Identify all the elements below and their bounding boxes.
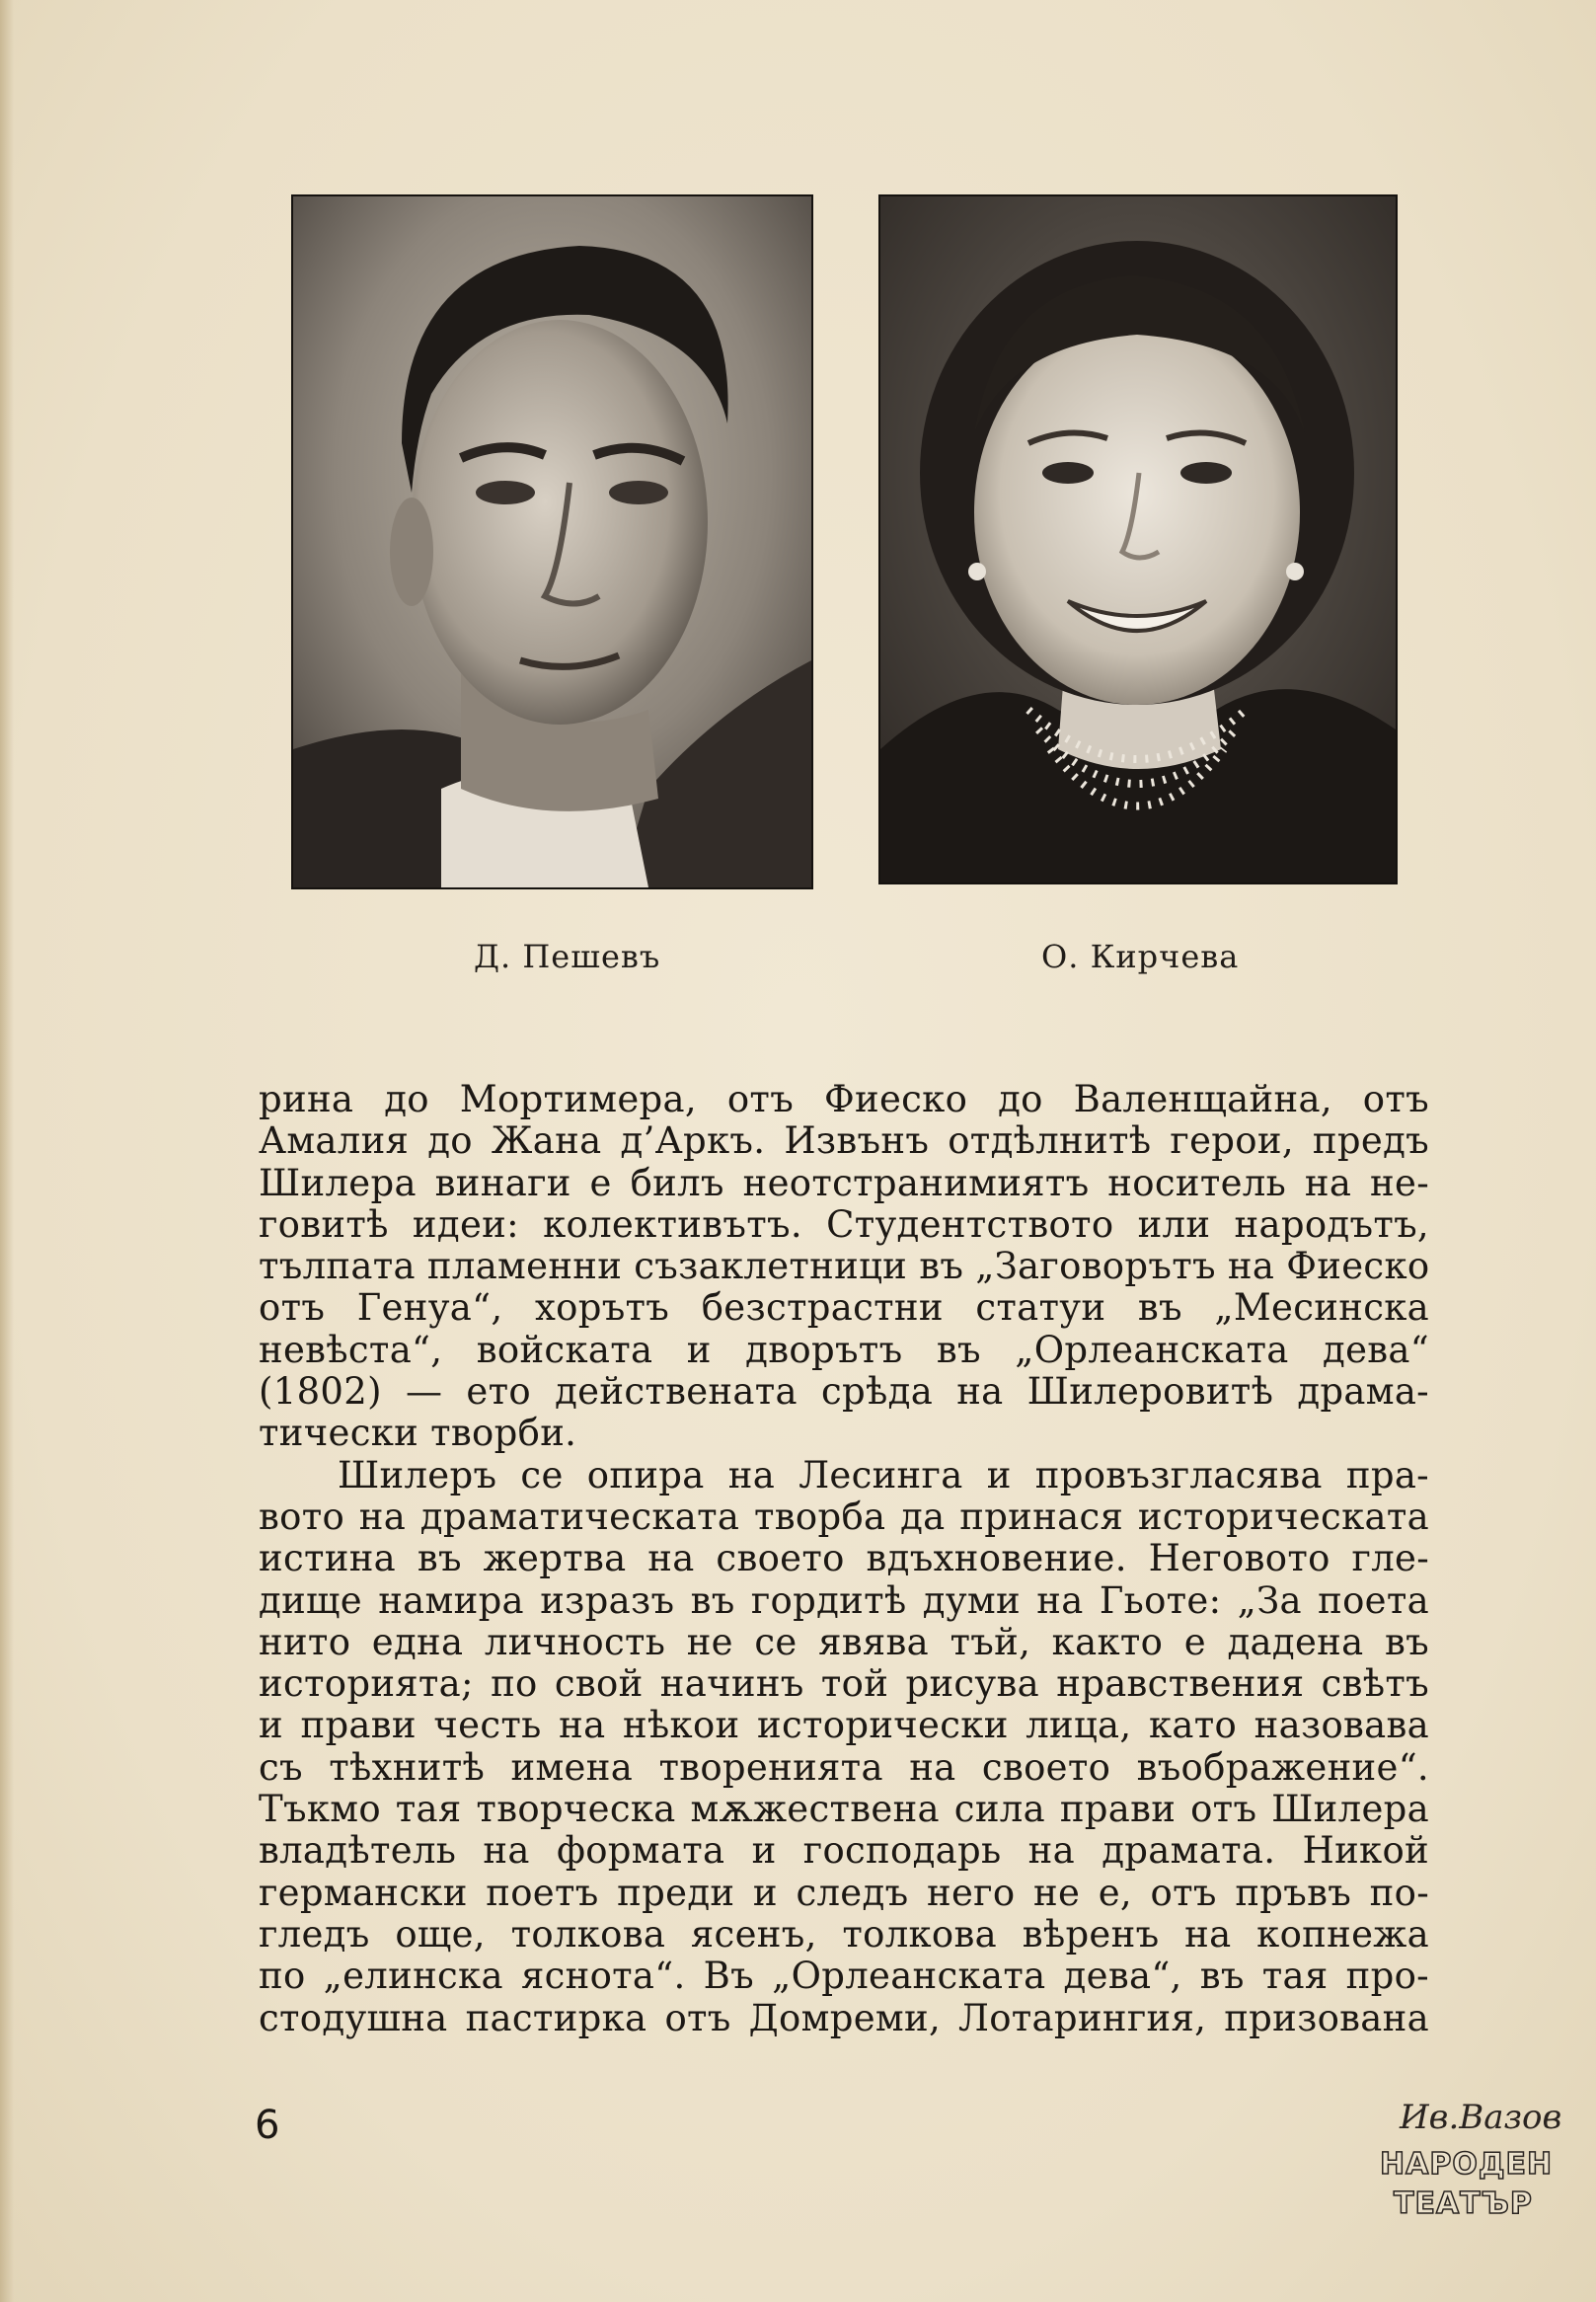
national-theatre-stamp (1372, 2098, 1562, 2256)
portrait-photo-kircheva (878, 194, 1398, 884)
text-line: Тъкмо тая творческа мѫжествена сила прави отъ Шилера (259, 1788, 1429, 1831)
text-line: истина въ жертва на своето вдъхновение. Неговото гле- (259, 1537, 1429, 1580)
caption-kircheva: О. Кирчева (1041, 938, 1240, 975)
caption-peshev: Д. Пешевъ (474, 938, 661, 975)
text-line: тълпата пламенни съзаклетници въ „Заговорътъ на Фиеско (259, 1245, 1430, 1288)
portrait-man-illustration (293, 196, 811, 887)
text-line: владѣтель на формата и господарь на драмата. Никой (259, 1829, 1429, 1873)
text-line: историята; по свой начинъ той рисува нравствения свѣтъ (259, 1662, 1429, 1706)
text-line: рина до Мортимера, отъ Фиеско до Валенщайна, отъ (259, 1078, 1429, 1120)
stamp-signature: Ив.Вазов (1400, 2098, 1562, 2137)
portrait-photo-peshev (291, 194, 813, 889)
stamp-line-1: НАРОДЕН (1380, 2147, 1554, 2182)
text-line: Шилеръ се опира на Лесинга и провъзгласява пра- (338, 1453, 1429, 1496)
page-edge-shadow (0, 0, 14, 2302)
portrait-woman-illustration (880, 196, 1396, 882)
text-line: дище намира изразъ въ гордитѣ думи на Гьоте: „За поета (259, 1578, 1429, 1622)
text-line: говитѣ идеи: колективътъ. Студентството или народътъ, (259, 1202, 1429, 1246)
text-line: германски поетъ преди и следъ него не е, отъ пръвъ по- (259, 1871, 1429, 1914)
text-line: по „елинска яснота“. Въ „Орлеанската дева“, въ тая про- (259, 1955, 1429, 1998)
body-text (259, 1079, 1429, 2039)
text-line: вото на драматическата творба да принася историческата (259, 1495, 1429, 1538)
page-number: 6 (255, 2103, 280, 2148)
text-line: и прави честь на нѣкои исторически лица, като назовава (259, 1704, 1429, 1747)
text-line: гледъ още, толкова ясенъ, толкова вѣренъ на копнежа (259, 1912, 1429, 1956)
text-line: отъ Генуа“, хорътъ безстрастни статуи въ „Месинска (259, 1286, 1429, 1330)
text-line: (1802) — ето действената срѣда на Шилеровитѣ драма- (259, 1370, 1429, 1414)
text-line: тически творби. (259, 1412, 577, 1455)
text-line: стодушна пастирка отъ Домреми, Лотарингия, призована (259, 1996, 1429, 2039)
stamp-line-2: ТЕАТЪР (1394, 2187, 1533, 2221)
text-line: Шилера винаги е билъ неотстранимиятъ носитель на не- (259, 1161, 1429, 1204)
text-line: съ тѣхнитѣ имена творенията на своето въображение“. (259, 1745, 1429, 1789)
text-line: Амалия до Жана д’Аркъ. Извънъ отдѣлнитѣ герои, предъ (259, 1119, 1429, 1163)
text-line: нито една личность не се явява тъй, както е дадена въ (259, 1620, 1429, 1663)
text-line: невѣста“, войската и дворътъ въ „Орлеанската дева“ (259, 1328, 1429, 1371)
